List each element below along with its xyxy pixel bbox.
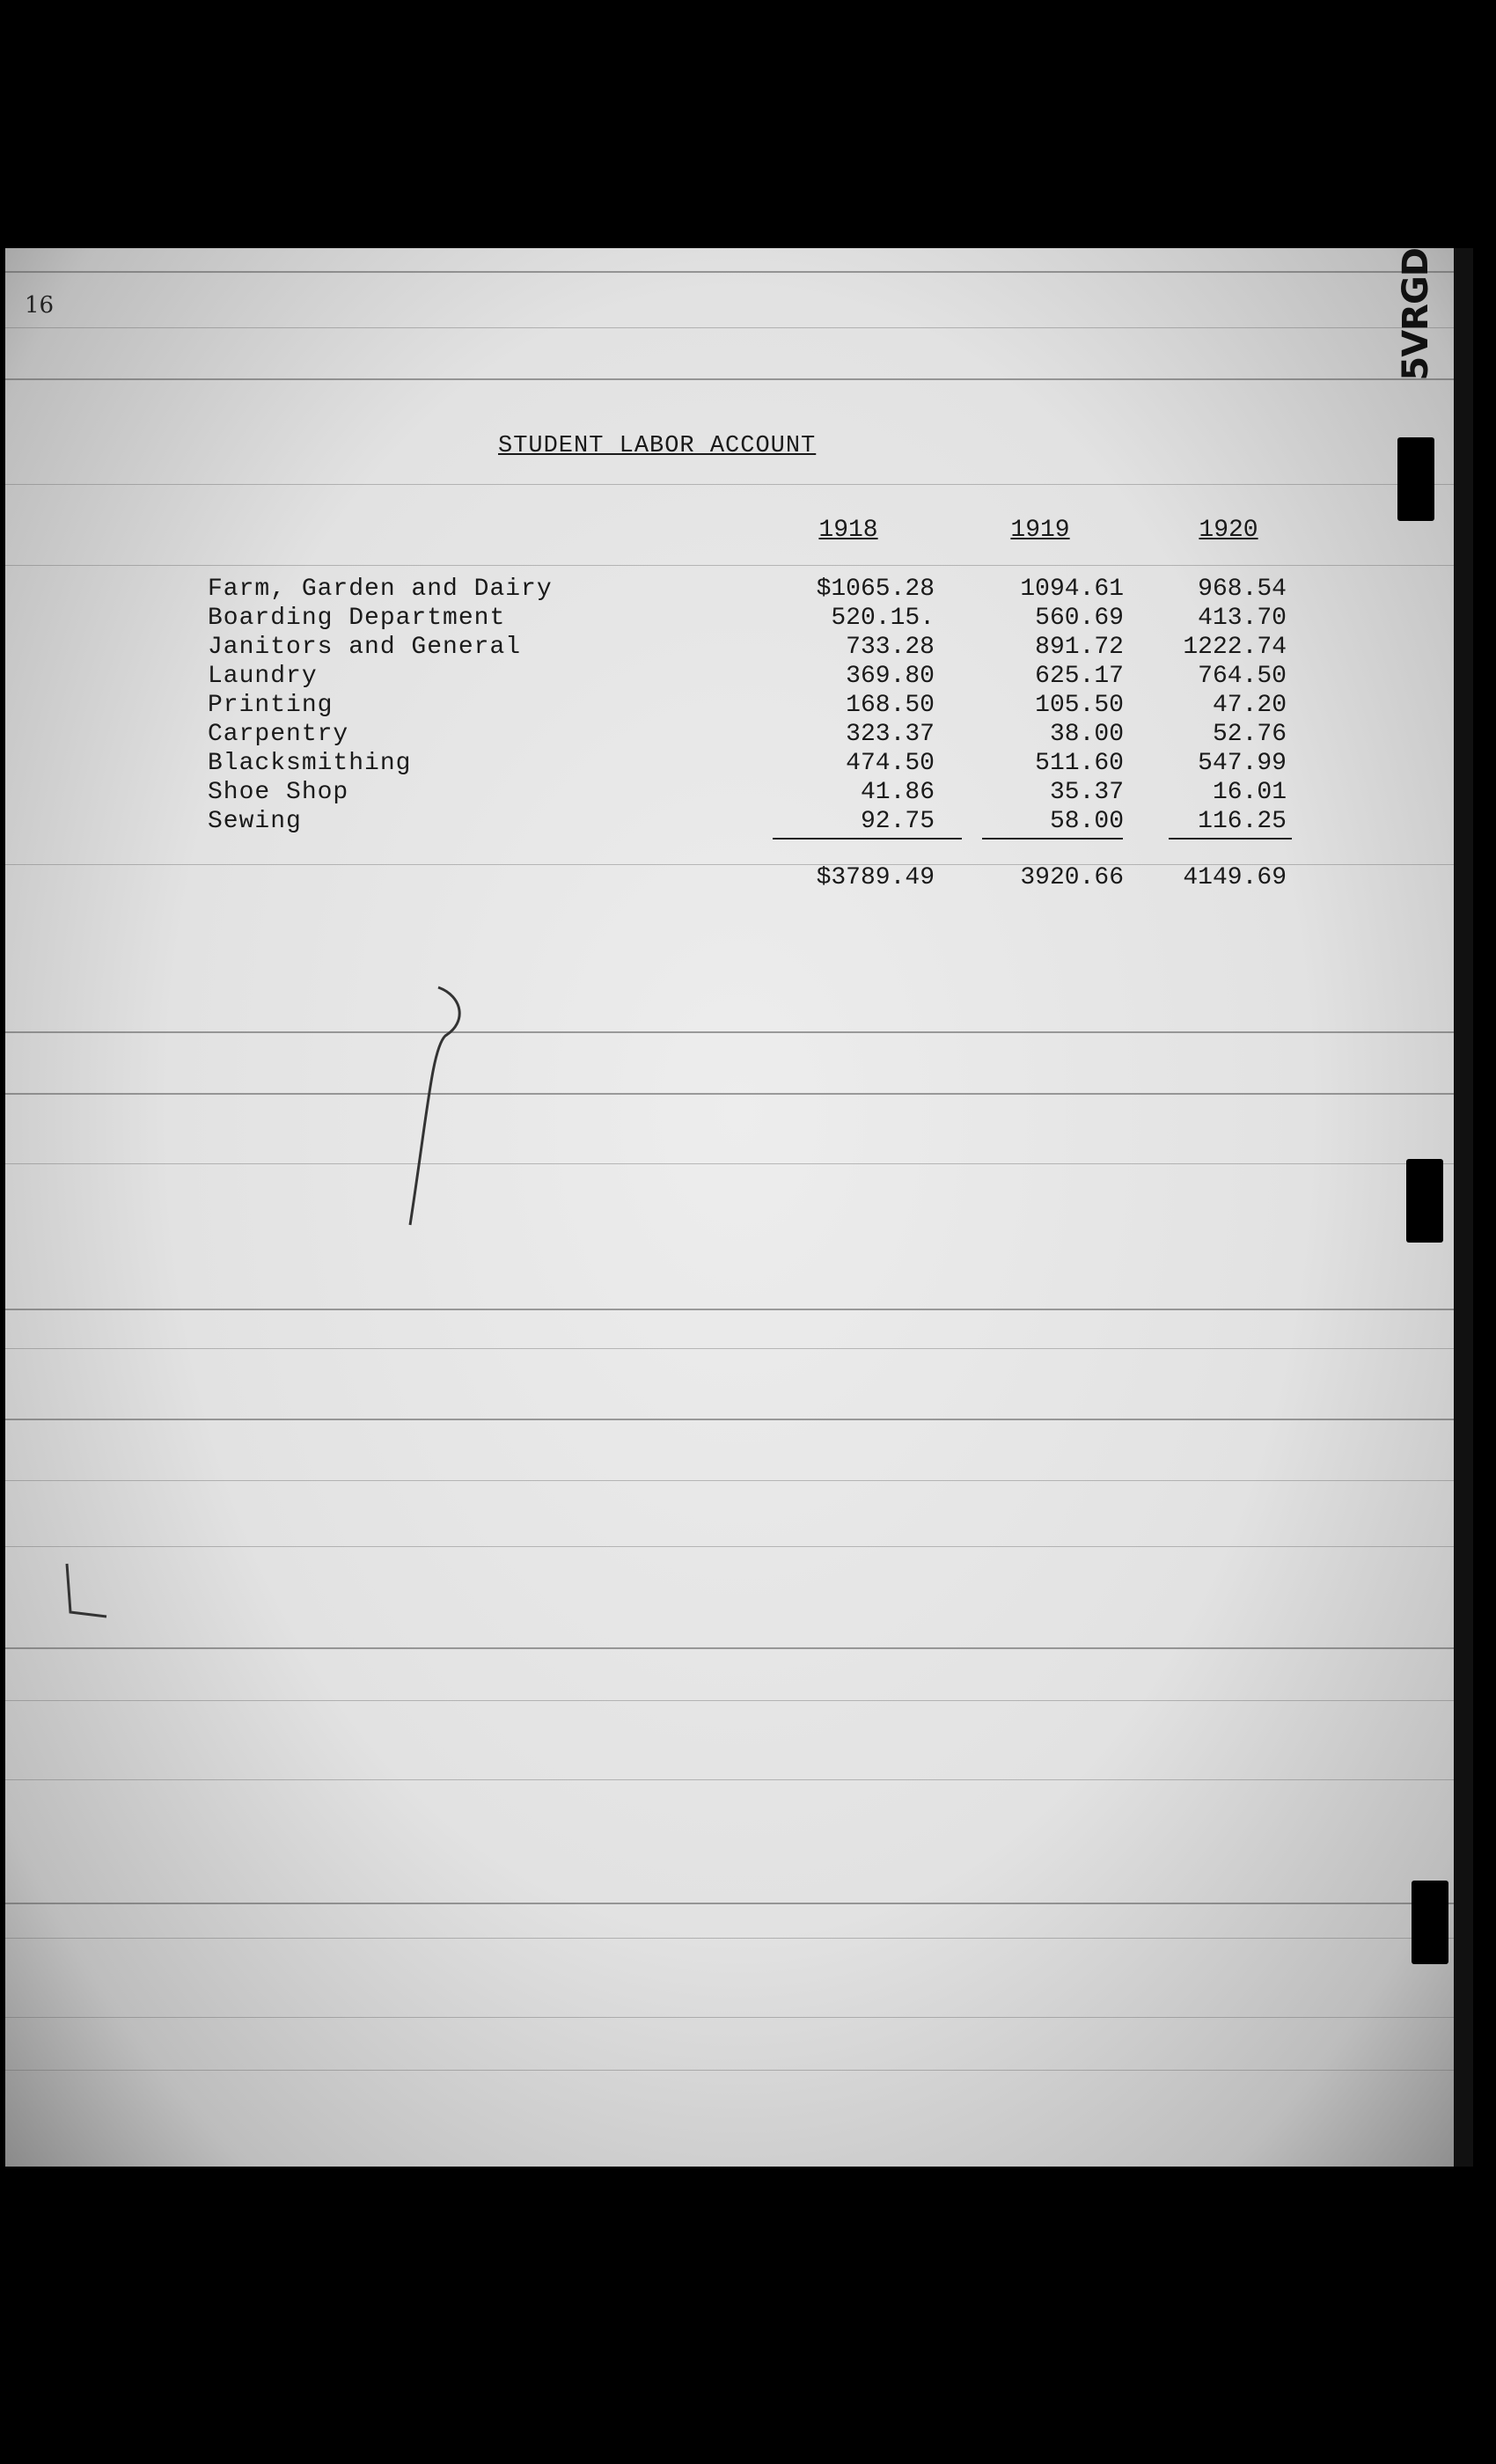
value-1919: 511.60	[1035, 750, 1124, 777]
page-title: STUDENT LABOR ACCOUNT	[498, 433, 817, 459]
table-row	[5, 721, 1473, 749]
value-1920: 413.70	[1198, 605, 1287, 632]
row-label: Printing	[208, 692, 334, 719]
value-1920: 547.99	[1198, 750, 1287, 777]
table-row	[5, 692, 1473, 720]
row-label: Laundry	[208, 663, 318, 690]
value-1918: 369.80	[846, 663, 935, 690]
table-row	[5, 808, 1473, 836]
film-mark	[1412, 1881, 1448, 1964]
row-label: Blacksmithing	[208, 750, 412, 777]
pencil-mark	[58, 1559, 111, 1630]
value-1920: 968.54	[1198, 576, 1287, 603]
row-label: Carpentry	[208, 721, 349, 748]
film-mark	[1406, 1159, 1443, 1243]
table-row	[5, 634, 1473, 662]
row-label: Farm, Garden and Dairy	[208, 576, 553, 603]
value-1918: 474.50	[846, 750, 935, 777]
total-1919: 3920.66	[1020, 864, 1124, 891]
value-1919: 560.69	[1035, 605, 1124, 632]
year-header-1919: 1919	[1010, 517, 1070, 544]
value-1920: 1222.74	[1183, 634, 1287, 661]
table-row	[5, 779, 1473, 807]
value-1919: 105.50	[1035, 692, 1124, 719]
value-1919: 38.00	[1049, 721, 1124, 748]
archive-stamp: 5VRGD	[1396, 248, 1436, 381]
sum-underline	[1169, 838, 1292, 840]
film-edge	[1454, 248, 1473, 2167]
corner-note: 16	[25, 292, 55, 319]
value-1918: 520.15.	[831, 605, 935, 632]
value-1918: 323.37	[846, 721, 935, 748]
value-1920: 116.25	[1198, 808, 1287, 835]
document-page	[5, 248, 1473, 2167]
table-row	[5, 605, 1473, 633]
sum-underline	[982, 838, 1123, 840]
value-1919: 1094.61	[1020, 576, 1124, 603]
row-label: Shoe Shop	[208, 779, 349, 806]
total-1920: 4149.69	[1183, 864, 1287, 891]
sum-underline	[773, 838, 962, 840]
value-1918: 168.50	[846, 692, 935, 719]
pencil-mark	[392, 970, 480, 1234]
row-label: Sewing	[208, 808, 302, 835]
value-1919: 58.00	[1049, 808, 1124, 835]
totals-row	[5, 864, 1473, 892]
film-mark	[1397, 437, 1434, 521]
value-1918: $1065.28	[816, 576, 935, 603]
total-1918: $3789.49	[816, 864, 935, 891]
value-1920: 764.50	[1198, 663, 1287, 690]
table-row	[5, 576, 1473, 604]
value-1918: 92.75	[860, 808, 935, 835]
value-1920: 52.76	[1212, 721, 1287, 748]
value-1919: 35.37	[1049, 779, 1124, 806]
row-label: Boarding Department	[208, 605, 506, 632]
table-row	[5, 663, 1473, 691]
value-1918: 733.28	[846, 634, 935, 661]
year-header-1918: 1918	[818, 517, 878, 544]
value-1920: 47.20	[1212, 692, 1287, 719]
row-label: Janitors and General	[208, 634, 522, 661]
value-1918: 41.86	[860, 779, 935, 806]
table-row	[5, 750, 1473, 778]
value-1920: 16.01	[1212, 779, 1287, 806]
year-header-1920: 1920	[1199, 517, 1258, 544]
value-1919: 891.72	[1035, 634, 1124, 661]
value-1919: 625.17	[1035, 663, 1124, 690]
